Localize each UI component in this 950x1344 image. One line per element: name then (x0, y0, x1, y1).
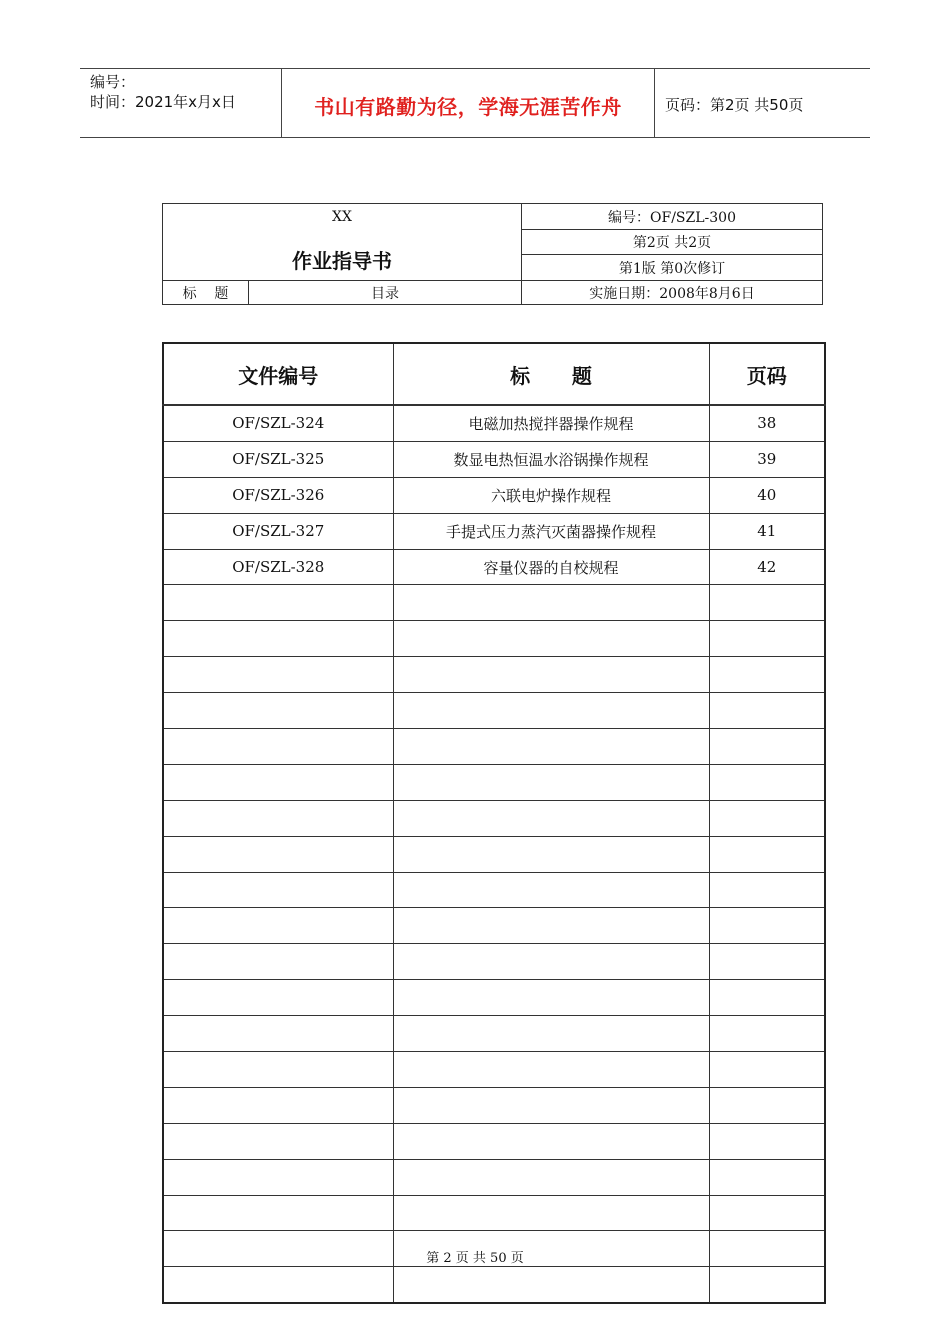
cell-title (393, 1052, 709, 1088)
cell-title (393, 657, 709, 693)
table-row (163, 621, 825, 657)
cell-title: 六联电炉操作规程 (393, 477, 709, 513)
table-row (163, 836, 825, 872)
table-row (163, 1267, 825, 1303)
subject-value: 目录 (371, 285, 399, 302)
cell-page (709, 908, 825, 944)
doc-page: 第2页 共2页 (632, 235, 712, 251)
cell-file-code (163, 800, 393, 836)
cell-file-code (163, 764, 393, 800)
table-row (163, 1123, 825, 1159)
table-row (163, 800, 825, 836)
page-info-cell (655, 69, 870, 137)
cell-title (393, 621, 709, 657)
motto-cell (282, 69, 655, 137)
cell-file-code: OF/SZL-324 (163, 405, 393, 441)
cell-file-code (163, 980, 393, 1016)
column-header-page: 页码 (709, 343, 825, 405)
table-row (163, 1087, 825, 1123)
table-row (163, 441, 825, 477)
cell-file-code (163, 1159, 393, 1195)
table-row (163, 1016, 825, 1052)
cell-file-code: OF/SZL-328 (163, 549, 393, 585)
cell-page (709, 621, 825, 657)
table-row (163, 477, 825, 513)
cell-page (709, 657, 825, 693)
cell-title (393, 1016, 709, 1052)
cell-page (709, 1159, 825, 1195)
table-row (163, 1159, 825, 1195)
cell-page (709, 1052, 825, 1088)
cell-page (709, 872, 825, 908)
page-info: 页码：第2页 共50页 (665, 95, 804, 114)
cell-title (393, 693, 709, 729)
table-row (163, 872, 825, 908)
doc-code: 编号：OF/SZL-300 (608, 209, 736, 226)
table-row (163, 549, 825, 585)
cell-title: 手提式压力蒸汽灭菌器操作规程 (393, 513, 709, 549)
cell-title (393, 872, 709, 908)
cell-title (393, 1123, 709, 1159)
cell-page (709, 800, 825, 836)
table-row (163, 1052, 825, 1088)
cell-title (393, 585, 709, 621)
motto: 书山有路勤为径，学海无涯苦作舟 (314, 94, 622, 119)
table-row (163, 585, 825, 621)
table-body (163, 405, 825, 1303)
cell-title (393, 908, 709, 944)
cell-title: 容量仪器的自校规程 (393, 549, 709, 585)
cell-title (393, 1159, 709, 1195)
cell-file-code (163, 585, 393, 621)
cell-file-code (163, 1267, 393, 1303)
doc-version: 第1版 第0次修订 (618, 260, 726, 277)
cell-title (393, 764, 709, 800)
table-row (163, 513, 825, 549)
cell-page: 39 (709, 441, 825, 477)
cell-file-code (163, 1016, 393, 1052)
company-name: XX (332, 209, 352, 225)
cell-page: 40 (709, 477, 825, 513)
cell-title (393, 1267, 709, 1303)
cell-title (393, 836, 709, 872)
doc-title: 作业指导书 (292, 248, 392, 273)
effective-date: 实施日期：2008年8月6日 (589, 285, 755, 302)
cell-page (709, 1195, 825, 1231)
page-footer: 第 2 页 共 50 页 (426, 1251, 524, 1266)
cell-page (709, 693, 825, 729)
cell-page (709, 944, 825, 980)
cell-page (709, 729, 825, 765)
cell-file-code (163, 621, 393, 657)
cell-file-code (163, 729, 393, 765)
cell-file-code (163, 1087, 393, 1123)
table-row (163, 944, 825, 980)
cell-page (709, 585, 825, 621)
cell-title (393, 980, 709, 1016)
cell-file-code (163, 1195, 393, 1231)
cell-title (393, 1195, 709, 1231)
table-row (163, 405, 825, 441)
cell-file-code (163, 657, 393, 693)
cell-file-code (163, 693, 393, 729)
page-header (80, 68, 870, 138)
work-instruction-header (162, 203, 823, 305)
cell-title (393, 800, 709, 836)
cell-page: 41 (709, 513, 825, 549)
time-label: 时间：2021年x月x日 (90, 93, 236, 111)
cell-page (709, 1087, 825, 1123)
table-row (163, 980, 825, 1016)
cell-title: 电磁加热搅拌器操作规程 (393, 405, 709, 441)
cell-page (709, 764, 825, 800)
cell-file-code (163, 1123, 393, 1159)
cell-title (393, 944, 709, 980)
cell-file-code: OF/SZL-327 (163, 513, 393, 549)
cell-title (393, 1087, 709, 1123)
cell-file-code: OF/SZL-326 (163, 477, 393, 513)
cell-file-code (163, 908, 393, 944)
index-table (162, 342, 826, 1304)
table-row (163, 908, 825, 944)
table-row (163, 1195, 825, 1231)
table-header-row (163, 343, 825, 405)
column-header-file-code: 文件编号 (163, 343, 393, 405)
table-row (163, 657, 825, 693)
cell-file-code (163, 944, 393, 980)
table-row (163, 693, 825, 729)
cell-title: 数显电热恒温水浴锅操作规程 (393, 441, 709, 477)
cell-page (709, 1267, 825, 1303)
subject-label: 标 题 (182, 285, 229, 302)
cell-page: 42 (709, 549, 825, 585)
column-header-title: 标 题 (393, 343, 709, 405)
code-label: 编号： (90, 73, 136, 91)
table-row (163, 729, 825, 765)
cell-title (393, 729, 709, 765)
header-meta (80, 69, 282, 137)
cell-page (709, 980, 825, 1016)
cell-page (709, 1016, 825, 1052)
cell-page: 38 (709, 405, 825, 441)
cell-page (709, 836, 825, 872)
cell-file-code (163, 836, 393, 872)
cell-file-code (163, 1052, 393, 1088)
table-row (163, 764, 825, 800)
cell-file-code (163, 872, 393, 908)
cell-page (709, 1123, 825, 1159)
cell-file-code: OF/SZL-325 (163, 441, 393, 477)
